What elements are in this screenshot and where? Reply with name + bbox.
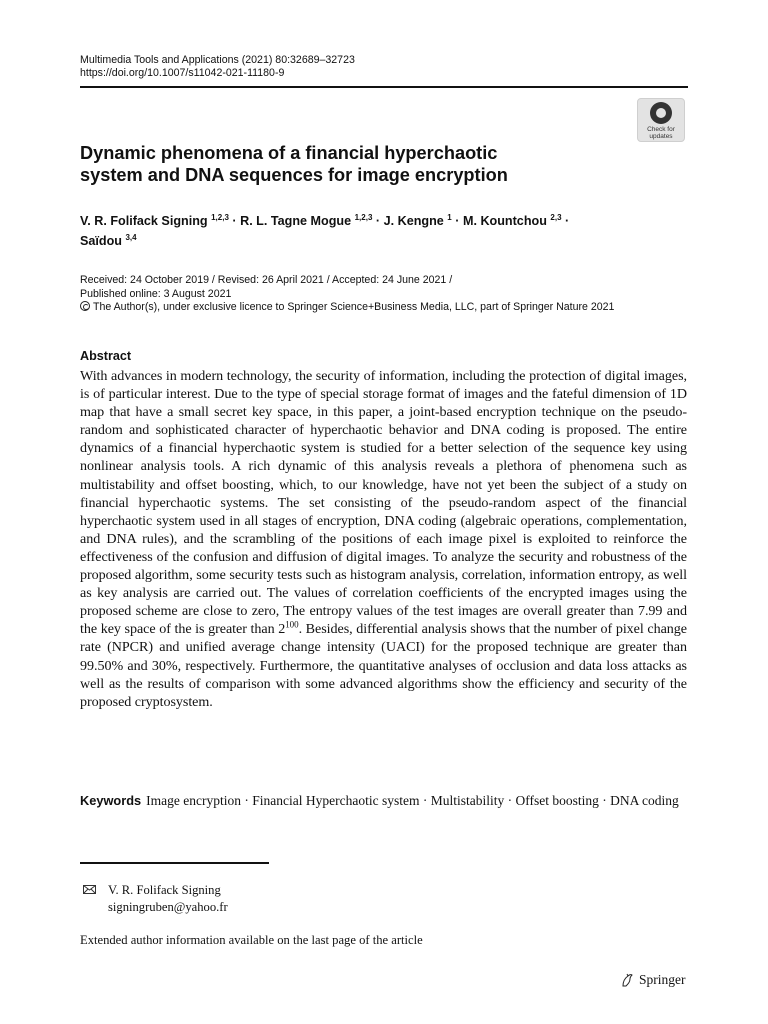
- corresponding-author-name: V. R. Folifack Signing: [108, 883, 221, 897]
- author-separator: ·: [565, 214, 570, 228]
- copyright-line: [80, 301, 690, 315]
- envelope-icon: [83, 885, 96, 894]
- header-rule: [80, 86, 688, 88]
- paper-title: [80, 142, 600, 186]
- author-list: [80, 211, 690, 251]
- title-line-2: system and DNA sequences for image encryption: [80, 165, 508, 185]
- author-affiliation: 3,4: [125, 233, 137, 242]
- author-name: R. L. Tagne Mogue: [240, 214, 352, 228]
- badge-line-1: Check for: [647, 126, 675, 133]
- author-separator: ·: [232, 214, 237, 228]
- keywords-section: [80, 791, 692, 811]
- author-affiliation: 1: [447, 213, 452, 222]
- copyright-icon: [80, 301, 90, 311]
- author-affiliation: 1,2,3: [211, 213, 229, 222]
- dates-received: Received: 24 October 2019 / Revised: 26 April 2021 / Accepted: 24 June 2021 /: [80, 274, 453, 286]
- author-separator: ·: [455, 214, 460, 228]
- author-name: V. R. Folifack Signing: [80, 214, 208, 228]
- author-name: J. Kengne: [383, 214, 444, 228]
- copyright-text: The Author(s), under exclusive licence to Springer Science+Business Media, LLC, part of Springer Nature 2021: [93, 301, 615, 313]
- keywords-list: Image encryption · Financial Hyperchaotic system · Multistability · Offset boosting · DNA coding: [146, 793, 679, 808]
- check-for-updates-badge[interactable]: [637, 98, 685, 142]
- dates-published: Published online: 3 August 2021: [80, 287, 232, 300]
- doi-link[interactable]: https://doi.org/10.1007/s11042-021-11180-9: [80, 67, 285, 79]
- corresponding-author: [108, 882, 228, 916]
- author-affiliation: 2,3: [550, 213, 562, 222]
- publisher-name: Springer: [639, 972, 686, 987]
- corresponding-author-email[interactable]: signingruben@yahoo.fr: [108, 900, 228, 914]
- author-affiliation: 1,2,3: [354, 213, 373, 222]
- springer-horse-icon: [620, 973, 635, 988]
- publisher-logo: [620, 972, 686, 988]
- update-icon: [650, 102, 672, 124]
- author-name: M. Kountchou: [462, 214, 547, 228]
- journal-citation: Multimedia Tools and Applications (2021) 80:32689–32723: [80, 54, 355, 66]
- keywords-label: Keywords: [80, 793, 142, 808]
- title-line-1: Dynamic phenomena of a financial hyperchaotic: [80, 143, 498, 163]
- journal-header: [80, 54, 355, 80]
- abstract-text-part-1: With advances in modern technology, the security of information, including the protection of digital images, is of particular interest. Due to the type of special storage format of images and the fateful dimension of 1D map that have a small secret key space, in this paper, a joint-based encryption technique on the pseudo-random and sophisticated character of hyperchaotic behavior and DNA coding is proposed. The entire dynamics of a financial hyperchaotic system is studied for a better selection of the sequence key using nonlinear analysis tools. A rich dynamic of this analysis reveals a plethora of phenomena such as multistability and offset boosting, which, to our knowledge, have not yet been the subject of a study on financial hyperchaotic systems. The set consisting of the pseudo-random aspect of the financial hyperchaotic system used in all stages of encryption, DNA coding (algebraic operations, complementation, and DNA rules), and the scrambling of the positions of each image pixel is exploited to reinforce the effectiveness of the confusion and diffusion of digital images. To analyze the security and robustness of the proposed algorithm, some security tests such as histogram analysis, correlation, information entropy, as well as key analysis are carried out. The values of correlation coefficients of the encrypted images using the proposed scheme are close to zero, The entropy values of the test images are overall greater than 7.99 and the key space of the is greater than 2: [80, 368, 687, 638]
- publication-dates: [80, 274, 690, 315]
- extended-author-note: Extended author information available on the last page of the article: [80, 933, 423, 947]
- author-name: Saïdou: [80, 234, 122, 248]
- abstract-heading: Abstract: [80, 349, 132, 363]
- abstract-text: [80, 367, 687, 711]
- abstract-superscript: 100: [285, 619, 299, 630]
- footnote-rule: [80, 862, 269, 864]
- badge-line-2: updates: [649, 133, 673, 140]
- author-separator: ·: [375, 214, 381, 228]
- abstract-text-part-2: . Besides, differential analysis shows that the number of pixel change rate (NPCR) and unified average change intensity (UACI) for the proposed technique are greater than 99.50% and 30%, respectively. Furthermore, the quantitative analyses of occlusion and data loss attacks as well as the results of comparison with some advanced algorithms show the efficiency and security of the proposed cryptosystem.: [80, 621, 687, 710]
